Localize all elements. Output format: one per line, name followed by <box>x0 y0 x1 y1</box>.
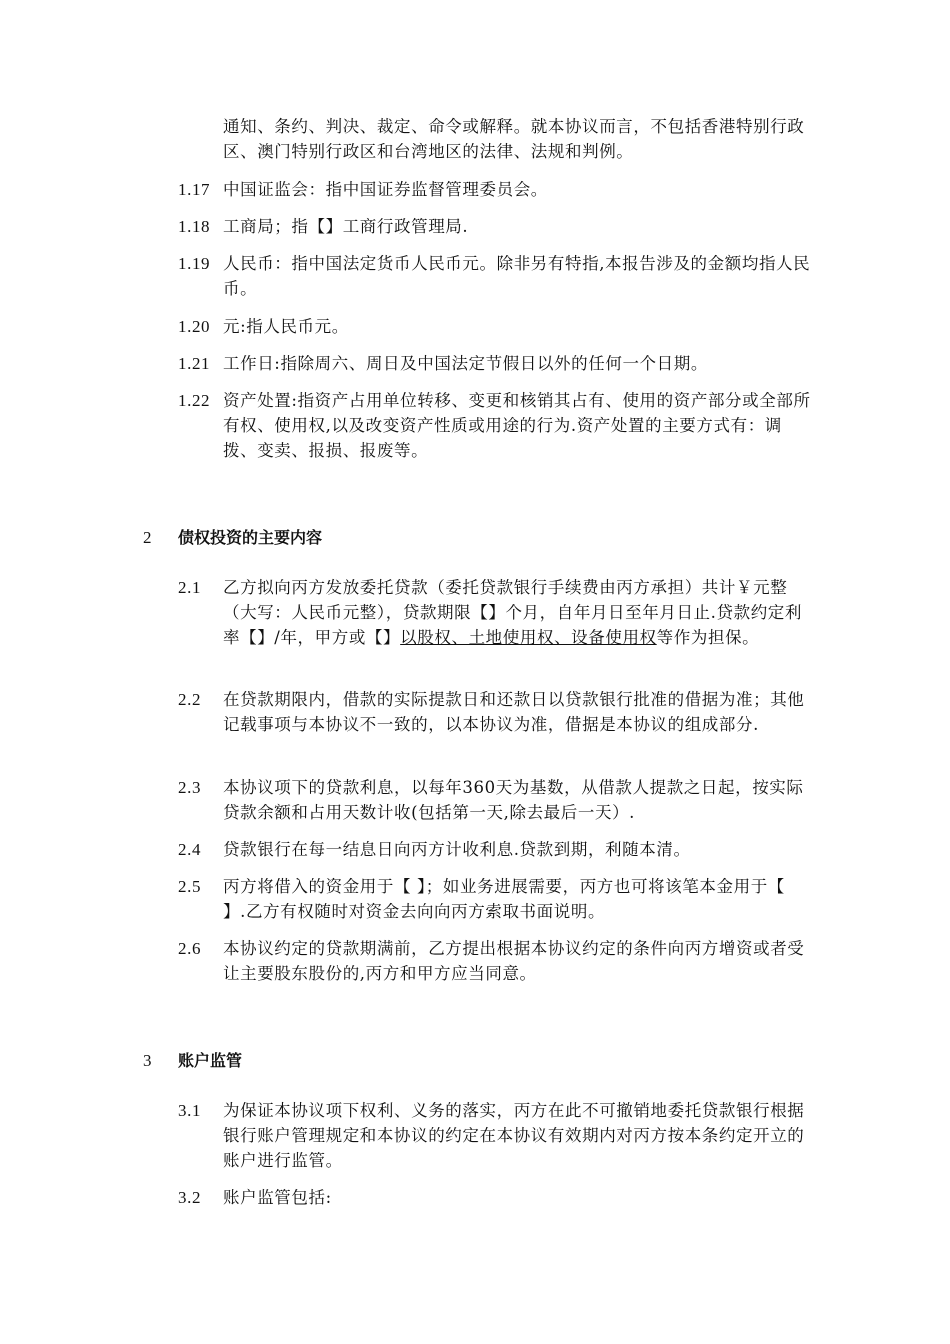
clause-number: 2.4 <box>178 840 202 859</box>
clause-number: 2.2 <box>178 690 202 709</box>
clause-text <box>223 575 813 650</box>
clause-text: 中国证监会：指中国证券监督管理委员会。 <box>223 180 548 199</box>
clause-text: 工商局；指【】工商行政管理局. <box>223 217 469 236</box>
clause-number: 1.19 <box>178 254 211 273</box>
clause-number: 1.21 <box>178 354 211 373</box>
clause-number: 2.3 <box>178 778 202 797</box>
section-title: 账户监管 <box>178 1051 243 1070</box>
clause-text: 工作日:指除周六、周日及中国法定节假日以外的任何一个日期。 <box>223 354 708 373</box>
section-title: 债权投资的主要内容 <box>178 528 323 547</box>
clause-number: 1.22 <box>178 391 211 410</box>
clause-text-part: 乙方拟向丙方发放委托贷款（委托贷款银行手续费由丙方承担）共计￥元整（大写：人民币元整），贷款期限【】个月，自年月日至年月日止.贷款约定利率【】/年，甲方或【】 <box>223 578 802 647</box>
clause-text: 为保证本协议项下权利、义务的落实，丙方在此不可撤销地委托贷款银行根据银行账户管理规定和本协议的约定在本协议有效期内对丙方按本条约定开立的账户进行监管。 <box>223 1101 805 1170</box>
clause-text: 贷款银行在每一结息日向丙方计收利息.贷款到期，利随本清。 <box>223 840 691 859</box>
underlined-collateral-text: 以股权、土地使用权、设备使用权 <box>400 628 657 647</box>
clause-text: 资产处置:指资产占用单位转移、变更和核销其占有、使用的资产部分或全部所有权、使用权,以及改变资产性质或用途的行为.资产处置的主要方式有：调拨、变卖、报损、报废等。 <box>223 391 811 460</box>
section-number: 3 <box>143 1051 152 1070</box>
clause-text: 丙方将借入的资金用于【 】；如业务进展需要，丙方也可将该笔本金用于【 】.乙方有权随时对资金去向向丙方索取书面说明。 <box>223 877 785 921</box>
clause-text: 人民币：指中国法定货币人民币元。除非另有特指,本报告涉及的金额均指人民币。 <box>223 254 811 298</box>
clause-number: 2.6 <box>178 939 202 958</box>
clause-text: 账户监管包括: <box>223 1188 332 1207</box>
clause-number: 1.20 <box>178 317 211 336</box>
clause-number: 1.17 <box>178 180 211 199</box>
intro-paragraph: 通知、条约、判决、裁定、命令或解释。就本协议而言，不包括香港特别行政区、澳门特别行政区和台湾地区的法律、法规和判例。 <box>223 117 805 161</box>
clause-number: 2.1 <box>178 578 202 597</box>
clause-text: 本协议项下的贷款利息，以每年360天为基数，从借款人提款之日起，按实际贷款余额和占用天数计收(包括第一天,除去最后一天）. <box>223 778 804 822</box>
clause-number: 1.18 <box>178 217 211 236</box>
clause-text-part: 等作为担保。 <box>656 628 760 647</box>
clause-number: 3.1 <box>178 1101 202 1120</box>
clause-number: 2.5 <box>178 877 202 896</box>
clause-number: 3.2 <box>178 1188 202 1207</box>
clause-text: 在贷款期限内，借款的实际提款日和还款日以贷款银行批准的借据为准；其他记载事项与本协议不一致的，以本协议为准，借据是本协议的组成部分. <box>223 690 805 734</box>
clause-text: 元:指人民币元。 <box>223 317 349 336</box>
clause-text: 本协议约定的贷款期满前，乙方提出根据本协议约定的条件向丙方增资或者受让主要股东股份的,丙方和甲方应当同意。 <box>223 939 805 983</box>
section-number: 2 <box>143 528 152 547</box>
